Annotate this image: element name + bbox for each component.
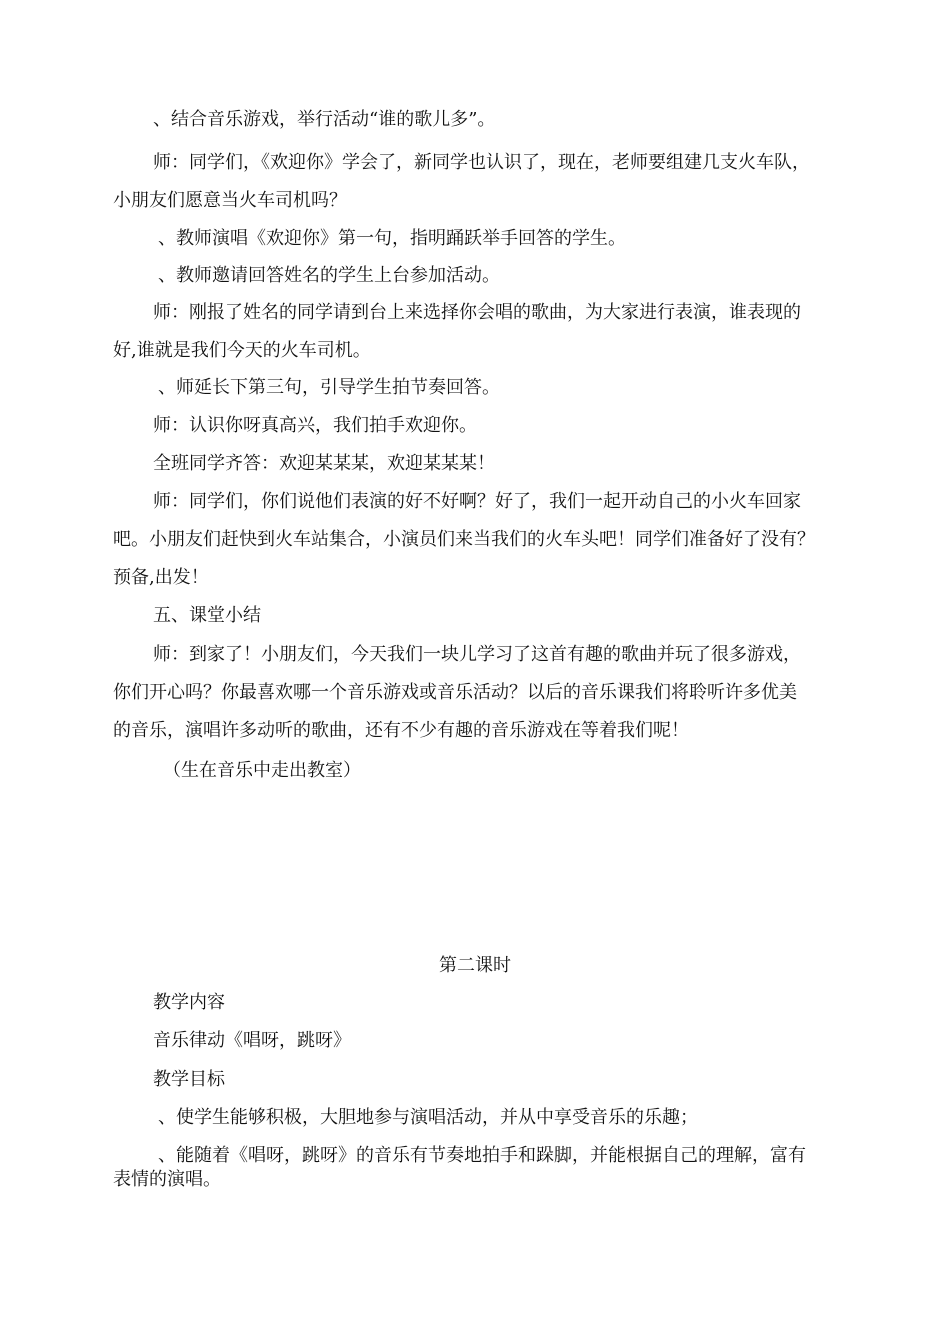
lesson-title: 第二课时 [439,955,511,976]
activity-paragraph: 、结合音乐游戏，举行活动“谁的歌儿多”。 [153,109,496,130]
class-answer: 全班同学齐答：欢迎某某某，欢迎某某某！ [153,453,495,474]
teacher-line-5-cont: 的音乐，演唱许多动听的歌曲，还有不少有趣的音乐游戏在等着我们呢！ [113,720,689,741]
teacher-line-3: 师：认识你呀真高兴，我们拍手欢迎你。 [153,415,477,436]
step-paragraph: 、师延长下第三句，引导学生拍节奏回答。 [158,377,500,398]
teacher-line-2: 师：刚报了姓名的同学请到台上来选择你会唱的歌曲，为大家进行表演，谁表现的 [153,302,801,323]
teacher-line-5-cont: 你们开心吗？你最喜欢哪一个音乐游戏或音乐活动？以后的音乐课我们将聆听许多优美 [113,682,797,703]
section-heading: 教学内容 [153,992,225,1013]
goal-item: 、使学生能够积极，大胆地参与演唱活动，并从中享受音乐的乐趣； [158,1107,698,1128]
teacher-line-4: 师：同学们，你们说他们表演的好不好啊？好了，我们一起开动自己的小火车回家 [153,491,801,512]
step-paragraph: 、教师演唱《欢迎你》第一句，指明踊跃举手回答的学生。 [158,228,626,249]
stage-direction: （生在音乐中走出教室） [163,760,361,781]
step-paragraph: 、教师邀请回答姓名的学生上台参加活动。 [158,265,500,286]
goal-item-cont: 表情的演唱。 [113,1169,221,1190]
teacher-line-1: 师：同学们，《欢迎你》学会了，新同学也认识了，现在，老师要组建几支火车队， [153,152,810,173]
teacher-line-4-cont: 吧。小朋友们赶快到火车站集合，小演员们来当我们的火车头吧！同学们准备好了没有？ [113,529,815,550]
content-paragraph: 音乐律动《唱呀，跳呀》 [153,1030,351,1051]
teacher-line-2-cont: 好,谁就是我们今天的火车司机。 [113,340,371,361]
teacher-line-1-cont: 小朋友们愿意当火车司机吗？ [113,190,347,211]
teacher-line-5: 师：到家了！小朋友们，今天我们一块儿学习了这首有趣的歌曲并玩了很多游戏， [153,644,801,665]
section-heading: 五、课堂小结 [153,605,261,626]
teacher-line-4-cont: 预备,出发！ [113,567,209,588]
section-heading: 教学目标 [153,1069,225,1090]
goal-item: 、能随着《唱呀，跳呀》的音乐有节奏地拍手和跺脚，并能根据自己的理解，富有 [158,1145,806,1166]
